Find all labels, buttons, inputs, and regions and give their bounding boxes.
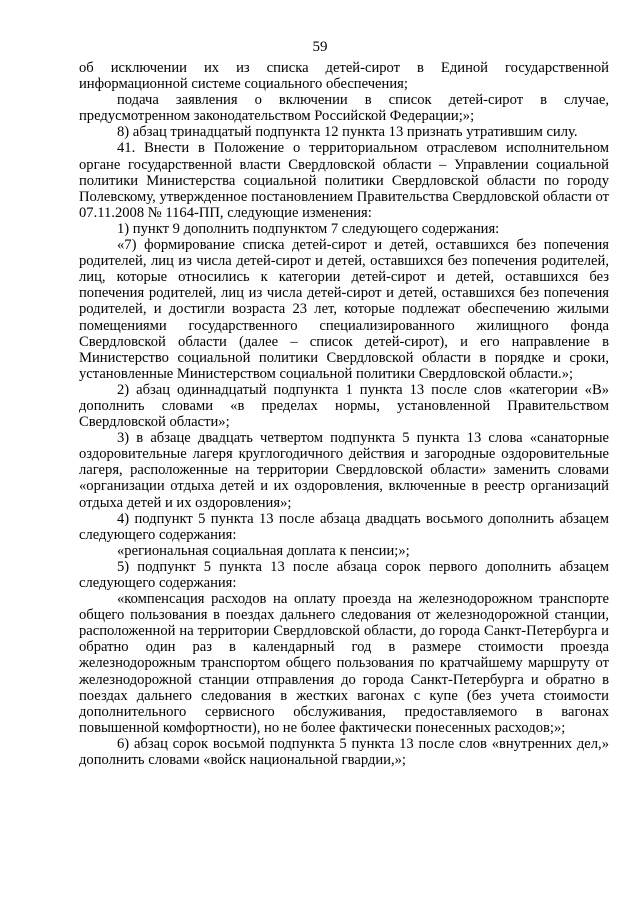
- paragraph-amendment-1: 1) пункт 9 дополнить подпунктом 7 следующего содержания:: [117, 220, 500, 237]
- paragraph-amendment-6: 6) абзац сорок восьмой подпункта 5 пункта 13 после слов «внутренних дел,» дополнить словами «войск национальной гвардии,»;: [79, 735, 609, 769]
- paragraph-amendment-3: 3) в абзаце двадцать четвертом подпункта 5 пункта 13 слова «санаторные оздоровительные лагеря круглогодичного действия и загородные оздоровительные лагеря, расположенные на территории Свердловской области» заменить словами «организации отдыха детей и их оздоровления, включенные в реестр организаций отдыха детей и их оздоровления»;: [79, 430, 609, 511]
- paragraph-application-filing: подача заявления о включении в список детей-сирот в случае, предусмотренном законодательством Российской Федерации;»;: [79, 92, 609, 125]
- paragraph-amendment-4-text: «региональная социальная доплата к пенсии;»;: [117, 542, 410, 559]
- paragraph-section-41: 41. Внести в Положение о территориальном отраслевом исполнительном органе государственной власти Свердловской области – Управлении социальной политики Министерства социальной политики Свердловской области по городу Полевскому, утвержденное постановлением Правительства Свердловской области от 07.11.2008 № 1164-ПП, следующие изменения:: [79, 140, 609, 221]
- paragraph-continuation: об исключении их из списка детей-сирот в Единой государственной информационной системе социального обеспечения;: [79, 60, 609, 93]
- paragraph-amendment-4: 4) подпункт 5 пункта 13 после абзаца двадцать восьмого дополнить абзацем следующего содержания:: [79, 510, 609, 543]
- document-body: [79, 60, 609, 768]
- paragraph-amendment-5-text: «компенсация расходов на оплату проезда на железнодорожном транспорте общего пользования в поездах дальнего следования от железнодорожной станции, расположенной на территории Свердловской области, до города Санкт-Петербурга и обратно один раз в календарный год в размере стоимости проезда железнодорожным транспортом общего пользования по кратчайшему маршруту от железнодорожной станции отправления до города Санкт-Петербурга и обратно в поездах дальнего следования в жестких вагонах с купе (без учета стоимости дополнительного сервисного обслуживания, предоставляемого в вагонах повышенной комфортности), но не более фактически понесенных расходов;»;: [79, 591, 609, 736]
- page-number: 59: [312, 39, 328, 55]
- paragraph-amendment-5: 5) подпункт 5 пункта 13 после абзаца сорок первого дополнить абзацем следующего содержания:: [79, 558, 609, 591]
- paragraph-item-8: 8) абзац тринадцатый подпункта 12 пункта 13 признать утратившим силу.: [117, 124, 578, 141]
- paragraph-amendment-1-text: «7) формирование списка детей-сирот и детей, оставшихся без попечения родителей, лиц из числа детей-сирот и детей, оставшихся без попечения родителей, лиц, которые относились к категории детей-сирот и детей, оставшихся без попечения родителей, лиц из числа детей-сирот и детей, оставшихся без попечения родителей, и достигли возраста 23 лет, которые подлежат обеспечению жилыми помещениями государственного специализированного жилищного фонда Свердловской области (далее – список детей-сирот), и его направление в Министерство социальной политики Свердловской области в порядке и сроки, установленные Министерством социальной политики Свердловской области.»;: [79, 237, 609, 382]
- paragraph-amendment-2: 2) абзац одиннадцатый подпункта 1 пункта 13 после слов «категории «В» дополнить словами «в пределах нормы, установленной Правительством Свердловской области»;: [79, 381, 609, 431]
